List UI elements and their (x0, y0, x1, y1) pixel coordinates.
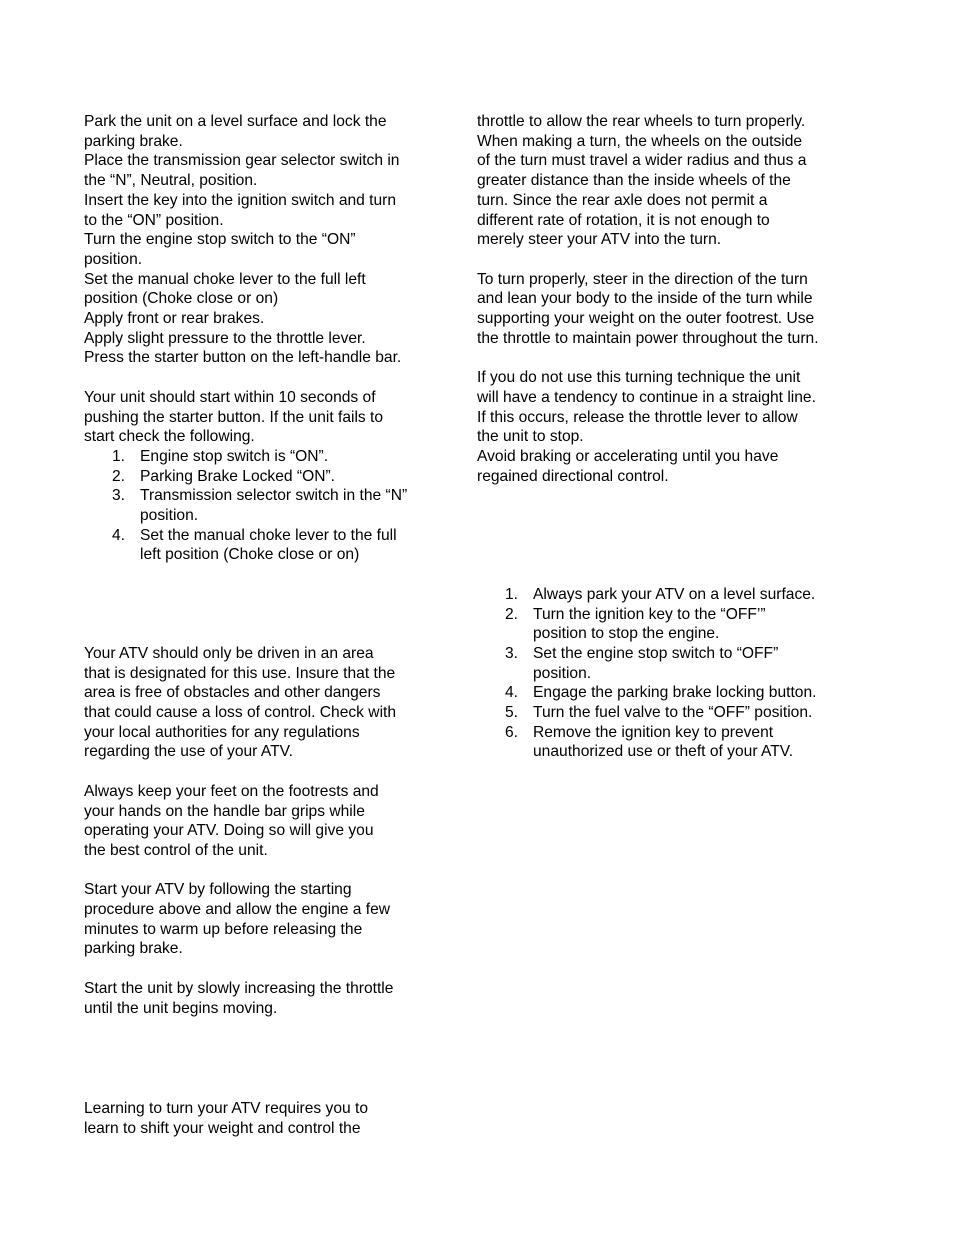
text-line: Your ATV should only be driven in an area (84, 644, 374, 662)
text-line: and lean your body to the inside of the turn while (477, 290, 813, 308)
text-line: your local authorities for any regulations (84, 723, 360, 741)
text-line: When making a turn, the wheels on the outside (477, 132, 803, 150)
driving-paragraph-1 (84, 644, 456, 762)
text-line: Insert the key into the ignition switch and turn (84, 191, 397, 209)
text-line: that could cause a loss of control. Check with (84, 704, 397, 722)
list-item-number: 6. (505, 723, 519, 741)
text-line: To turn properly, steer in the direction of the turn (477, 270, 808, 288)
list-item-text: unauthorized use or theft of your ATV. (533, 743, 794, 761)
text-line: parking brake. (84, 940, 183, 958)
list-item-number: 3. (505, 644, 519, 662)
turning-paragraph-2 (477, 270, 849, 349)
text-line: Set the manual choke lever to the full left (84, 270, 366, 288)
turning-continued (477, 112, 849, 250)
list-item (477, 683, 849, 703)
text-line: merely steer your ATV into the turn. (477, 231, 722, 249)
left-column (84, 112, 456, 1139)
driving-paragraph-2 (84, 782, 456, 861)
list-item-text: Turn the fuel valve to the “OFF” position. (533, 704, 813, 722)
text-line: greater distance than the inside wheels of the (477, 172, 791, 190)
text-line: Apply slight pressure to the throttle lever. (84, 329, 366, 347)
text-line: parking brake. (84, 132, 183, 150)
list-item-text: Engine stop switch is “ON”. (140, 447, 329, 465)
text-line: Your unit should start within 10 seconds of (84, 388, 376, 406)
driving-paragraph-3 (84, 880, 456, 959)
text-line: the “N”, Neutral, position. (84, 172, 258, 190)
list-item-text: position to stop the engine. (533, 625, 720, 643)
list-item-text: Engage the parking brake locking button. (533, 684, 817, 702)
text-line: Turn the engine stop switch to the “ON” (84, 231, 356, 249)
driving-paragraph-4 (84, 979, 456, 1018)
list-item-number: 1. (505, 585, 519, 603)
list-item-text: Remove the ignition key to prevent (533, 723, 774, 741)
text-line: Park the unit on a level surface and lock the (84, 113, 387, 130)
text-line: turn. Since the rear axle does not permit a (477, 191, 768, 209)
text-line: position. (84, 250, 143, 268)
text-line: Apply front or rear brakes. (84, 310, 265, 328)
text-line: throttle to allow the rear wheels to turn properly. (477, 113, 806, 130)
list-item-text: Always park your ATV on a level surface. (533, 585, 816, 603)
text-line: that is designated for this use. Insure that the (84, 664, 396, 682)
text-line: your hands on the handle bar grips while (84, 802, 365, 820)
list-item (84, 447, 456, 467)
text-line: Start the unit by slowly increasing the throttle (84, 979, 394, 997)
text-line: Learning to turn your ATV requires you to (84, 1100, 369, 1118)
turning-paragraph-1 (84, 1099, 456, 1138)
text-line: learn to shift your weight and control the (84, 1120, 361, 1138)
text-line: pushing the starter button. If the unit fails to (84, 408, 384, 426)
text-line: will have a tendency to continue in a straight line. (477, 388, 816, 406)
text-line: start check the following. (84, 428, 255, 446)
text-line: If you do not use this turning technique the unit (477, 369, 801, 387)
text-line: Start your ATV by following the starting (84, 881, 352, 899)
text-line: different rate of rotation, it is not enough to (477, 211, 770, 229)
list-item (477, 585, 849, 605)
list-item-number: 2. (112, 467, 126, 485)
text-line: operating your ATV. Doing so will give you (84, 822, 374, 840)
list-item-number: 4. (112, 526, 126, 544)
list-item-number: 2. (505, 605, 519, 623)
text-line: area is free of obstacles and other dangers (84, 684, 381, 702)
text-line: minutes to warm up before releasing the (84, 920, 363, 938)
text-line: the unit to stop. (477, 428, 584, 446)
list-item (477, 605, 849, 644)
text-line: the throttle to maintain power throughout the turn. (477, 329, 819, 347)
list-item-text: Set the engine stop switch to “OFF” (533, 644, 779, 662)
list-item-text: left position (Choke close or on) (140, 546, 360, 564)
text-line: position (Choke close or on) (84, 290, 279, 308)
list-item-number: 3. (112, 487, 126, 505)
list-item (477, 723, 849, 762)
list-item-text: Transmission selector switch in the “N” (140, 487, 408, 505)
list-item (477, 644, 849, 683)
list-item-number: 5. (505, 704, 519, 722)
list-item-number: 4. (505, 684, 519, 702)
text-line: regained directional control. (477, 467, 669, 485)
start-fail-intro (84, 388, 456, 447)
text-line: Avoid braking or accelerating until you have (477, 447, 779, 465)
text-line: until the unit begins moving. (84, 999, 278, 1017)
list-item (84, 467, 456, 487)
text-line: regarding the use of your ATV. (84, 743, 293, 761)
parking-checklist (477, 585, 849, 762)
text-line: to the “ON” position. (84, 211, 224, 229)
list-item-number: 1. (112, 447, 126, 465)
list-item-text: Turn the ignition key to the “OFF’” (533, 605, 766, 623)
text-line: Place the transmission gear selector switch in (84, 152, 400, 170)
start-checklist (84, 447, 456, 565)
start-steps (84, 112, 456, 368)
text-line: supporting your weight on the outer footrest. Use (477, 310, 815, 328)
list-item (477, 703, 849, 723)
text-line: Press the starter button on the left-handle bar. (84, 349, 402, 367)
turning-paragraph-3 (477, 368, 849, 486)
list-item-text: Set the manual choke lever to the full (140, 526, 397, 544)
text-line: Always keep your feet on the footrests and (84, 782, 379, 800)
list-item (84, 526, 456, 565)
text-line: If this occurs, release the throttle lever to allow (477, 408, 798, 426)
list-item-text: position. (533, 664, 592, 682)
list-item-text: position. (140, 507, 199, 525)
text-line: of the turn must travel a wider radius and thus a (477, 152, 807, 170)
text-line: procedure above and allow the engine a few (84, 901, 391, 919)
text-line: the best control of the unit. (84, 841, 268, 859)
list-item-text: Parking Brake Locked “ON”. (140, 467, 335, 485)
list-item (84, 486, 456, 525)
right-column (477, 112, 849, 762)
